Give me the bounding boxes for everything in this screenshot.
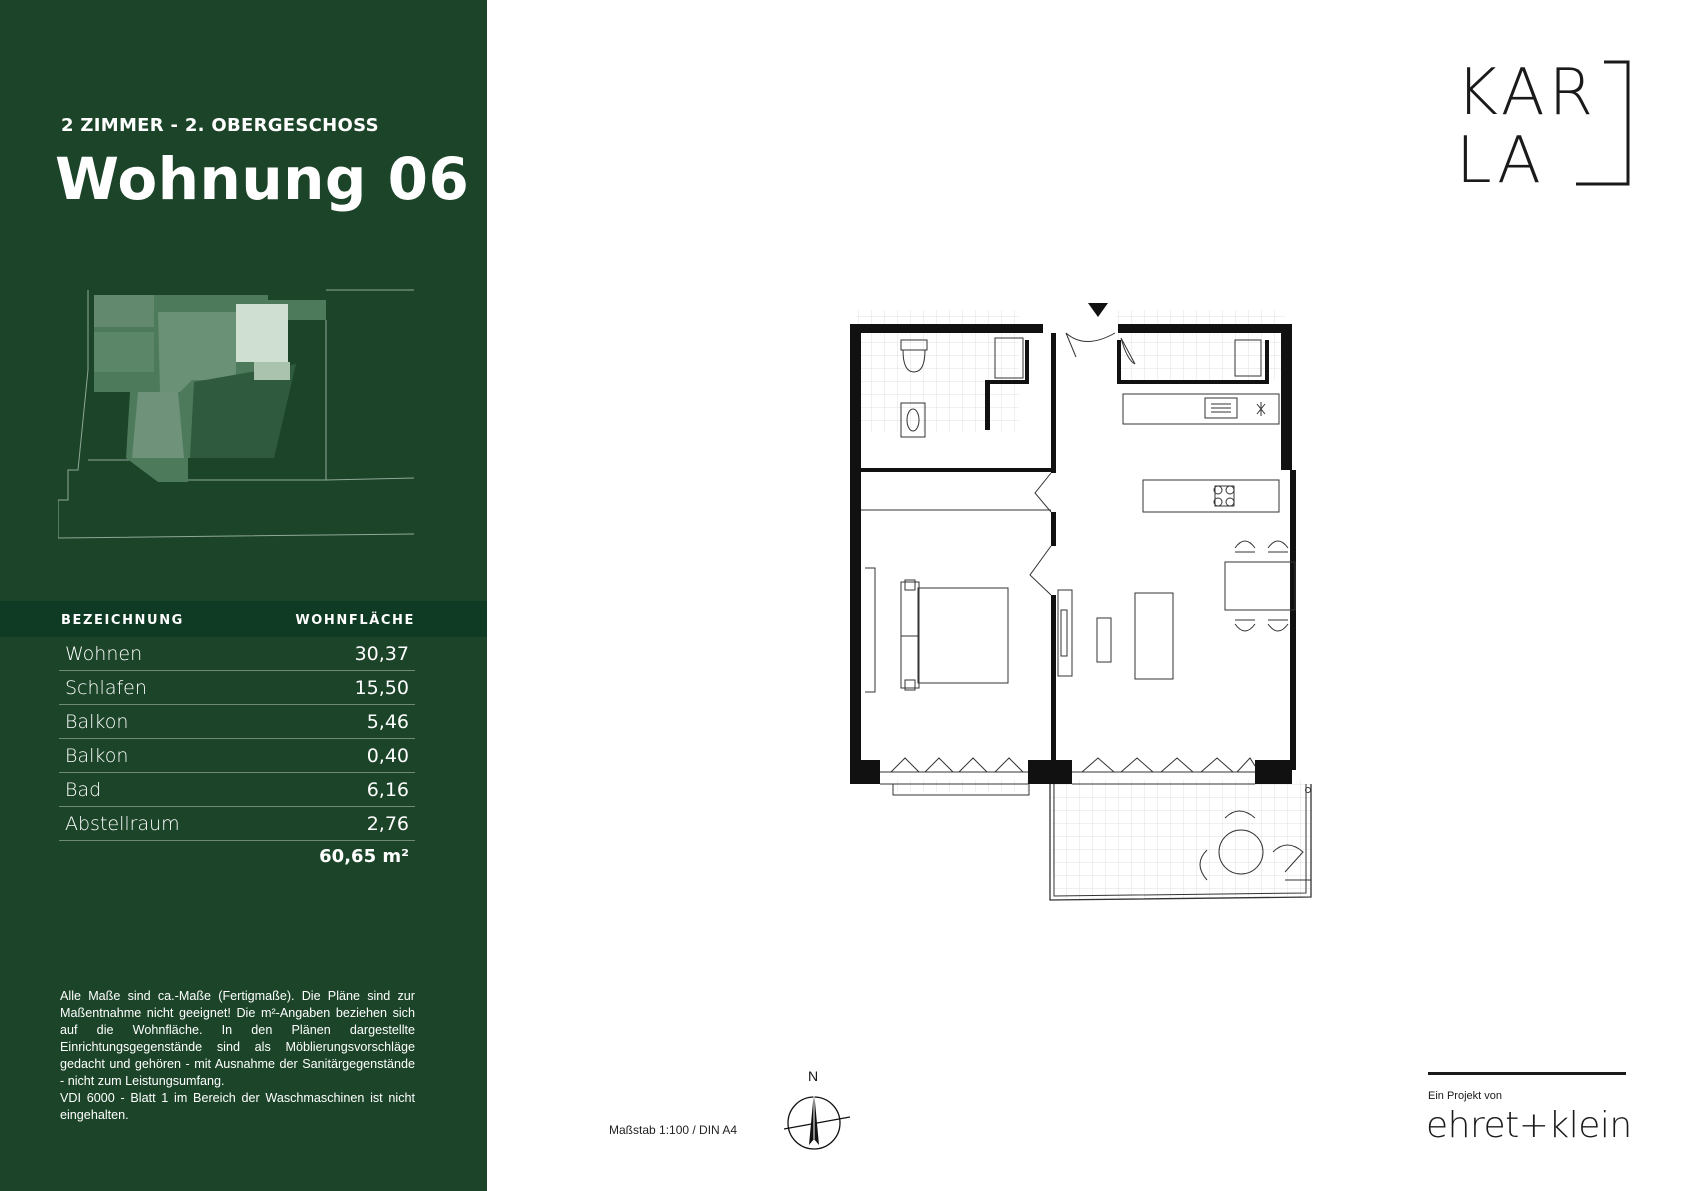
scale-label: Maßstab 1:100 / DIN A4 [609, 1123, 738, 1137]
room-name: Schlafen [65, 677, 147, 699]
room-area: 2,76 [366, 813, 409, 835]
site-plan [58, 280, 418, 540]
disclaimer [60, 988, 415, 1124]
room-area: 15,50 [354, 677, 409, 699]
karla-logo [1456, 60, 1636, 190]
room-area: 0,40 [366, 745, 409, 767]
north-label: N [808, 1068, 819, 1084]
disclaimer-text: Alle Maße sind ca.-Maße (Fertigmaße). Die Pläne sind zur Maßentnahme nicht geeignet! Die m²-Angaben beziehen sich auf die Wohnfläche. In den Plänen dargestellte Einrichtungsgegenstände sind als Möblierungsvorschläge gedacht und gehören - mit Ausnahme der Sanitärgegenstände - nicht zum Leistungsumfang. [60, 989, 415, 1088]
table-row [59, 637, 415, 671]
room-name: Bad [65, 779, 102, 801]
table-row [59, 773, 415, 807]
table-row [59, 807, 415, 841]
floor-plan [845, 290, 1355, 910]
area-table [59, 637, 415, 841]
disclaimer-note: VDI 6000 - Blatt 1 im Bereich der Waschmaschinen ist nicht eingehalten. [60, 1091, 415, 1122]
info-panel [0, 0, 487, 1191]
table-row [59, 671, 415, 705]
north-arrow-compass [782, 1065, 852, 1165]
room-name: Balkon [65, 745, 129, 767]
table-header [0, 601, 487, 637]
column-area-header: WOHNFLÄCHE [295, 613, 415, 628]
logo-line-1: KAR [1456, 60, 1598, 130]
room-area: 30,37 [354, 643, 409, 665]
table-row [59, 705, 415, 739]
room-name: Wohnen [65, 643, 143, 665]
entrance-arrow-icon [1088, 303, 1108, 317]
apartment-title: Wohnung 06 [55, 145, 470, 213]
logo-line-2: LA [1456, 124, 1545, 190]
apartment-subtitle: 2 ZIMMER - 2. OBERGESCHOSS [61, 115, 379, 136]
brand-divider [1428, 1072, 1626, 1075]
room-name: Abstellraum [65, 813, 180, 835]
column-name-header: BEZEICHNUNG [61, 613, 184, 628]
table-row [59, 739, 415, 773]
room-name: Balkon [65, 711, 129, 733]
brand-prefix: Ein Projekt von [1428, 1090, 1502, 1102]
room-area: 5,46 [366, 711, 409, 733]
room-area: 6,16 [366, 779, 409, 801]
total-area: 60,65 m² [319, 846, 409, 867]
ehret-klein-logo: ehret+klein [1426, 1105, 1632, 1146]
